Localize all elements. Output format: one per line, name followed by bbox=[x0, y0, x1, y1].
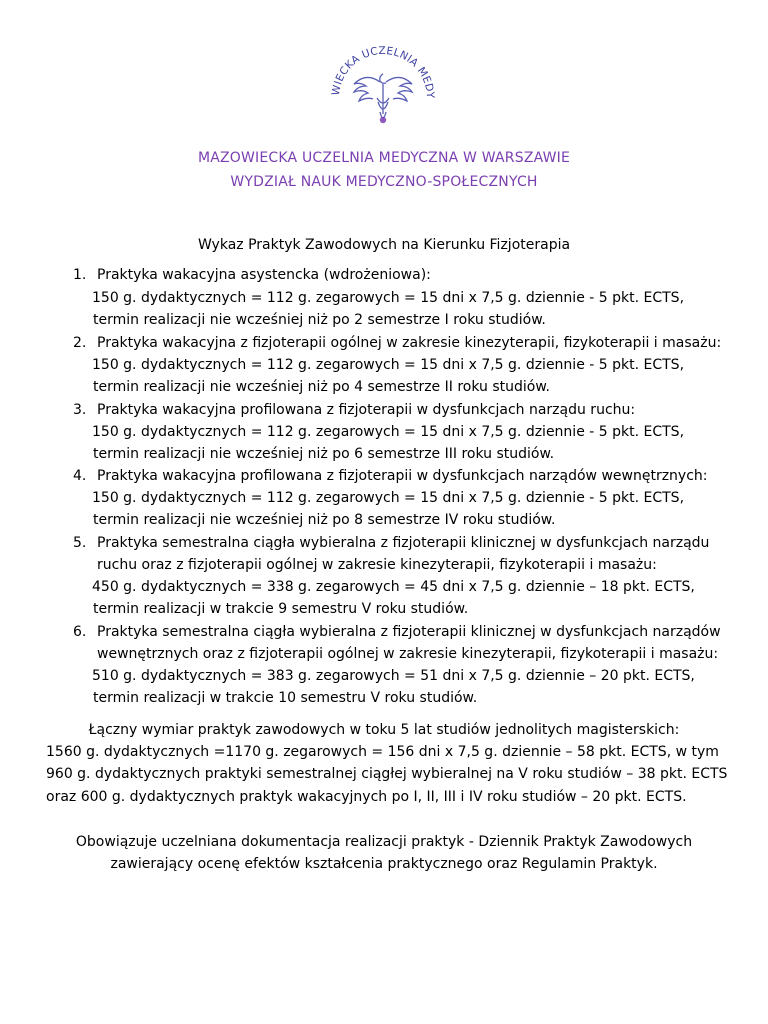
summary-heading: Łączny wymiar praktyk zawodowych w toku 5 lat studiów jednolitych magisterskich: bbox=[88, 722, 680, 738]
item-hours: 150 g. dydaktycznych = 112 g. zegarowych = 15 dni x 7,5 g. dziennie - 5 pkt. ECTS, bbox=[92, 424, 685, 440]
item-hours: 150 g. dydaktycznych = 112 g. zegarowych = 15 dni x 7,5 g. dziennie - 5 pkt. ECTS, bbox=[92, 357, 685, 373]
university-logo bbox=[327, 40, 439, 152]
item-number: 4. bbox=[73, 468, 87, 484]
item-title: Praktyka wakacyjna profilowana z fizjoterapii w dysfunkcjach narządu ruchu: bbox=[97, 402, 636, 418]
item-title: Praktyka semestralna ciągła wybieralna z fizjoterapii klinicznej w dysfunkcjach narządów bbox=[97, 624, 721, 640]
svg-text:MAZOWIECKA UCZELNIA MEDYCZNA bbox=[327, 40, 436, 99]
item-term: termin realizacji w trakcie 9 semestru V roku studiów. bbox=[93, 601, 469, 617]
item-title-continued: wewnętrznych oraz z fizjoterapii ogólnej w zakresie kinezyterapii, fizykoterapii i masażu: bbox=[97, 646, 719, 662]
item-term: termin realizacji nie wcześniej niż po 8 semestrze IV roku studiów. bbox=[93, 512, 556, 528]
item-title: Praktyka wakacyjna z fizjoterapii ogólnej w zakresie kinezyterapii, fizykoterapii i masażu: bbox=[97, 335, 722, 351]
item-hours: 450 g. dydaktycznych = 338 g. zegarowych = 45 dni x 7,5 g. dziennie – 18 pkt. ECTS, bbox=[92, 579, 695, 595]
item-number: 3. bbox=[73, 402, 87, 418]
item-term: termin realizacji w trakcie 10 semestru V roku studiów. bbox=[93, 690, 478, 706]
footer-note: zawierający ocenę efektów kształcenia praktycznego oraz Regulamin Praktyk. bbox=[110, 856, 658, 872]
item-title: Praktyka wakacyjna asystencka (wdrożeniowa): bbox=[97, 267, 431, 283]
item-term: termin realizacji nie wcześniej niż po 4 semestrze II roku studiów. bbox=[93, 379, 550, 395]
logo-text: WIECKA UCZELNIA MEDY bbox=[329, 44, 437, 99]
item-title-continued: ruchu oraz z fizjoterapii ogólnej w zakresie kinezyterapii, fizykoterapii i masażu: bbox=[97, 557, 657, 573]
document-title: Wykaz Praktyk Zawodowych na Kierunku Fizjoterapia bbox=[197, 237, 571, 253]
item-number: 6. bbox=[73, 624, 87, 640]
summary-line: 1560 g. dydaktycznych =1170 g. zegarowych = 156 dni x 7,5 g. dziennie – 58 pkt. ECTS, w tym bbox=[46, 744, 719, 760]
item-number: 2. bbox=[73, 335, 87, 351]
footer-note: Obowiązuje uczelniana dokumentacja realizacji praktyk - Dziennik Praktyk Zawodowych bbox=[75, 834, 693, 850]
item-hours: 510 g. dydaktycznych = 383 g. zegarowych = 51 dni x 7,5 g. dziennie – 20 pkt. ECTS, bbox=[92, 668, 695, 684]
institution-name: MAZOWIECKA UCZELNIA MEDYCZNA W WARSZAWIE bbox=[197, 150, 571, 166]
item-term: termin realizacji nie wcześniej niż po 2 semestrze I roku studiów. bbox=[93, 312, 546, 328]
summary-line: 960 g. dydaktycznych praktyki semestralnej ciągłej wybieralnej na V roku studiów – 38 pkt. ECTS bbox=[46, 766, 728, 782]
item-hours: 150 g. dydaktycznych = 112 g. zegarowych = 15 dni x 7,5 g. dziennie - 5 pkt. ECTS, bbox=[92, 290, 685, 306]
item-number: 1. bbox=[73, 267, 87, 283]
faculty-name: WYDZIAŁ NAUK MEDYCZNO-SPOŁECZNYCH bbox=[230, 174, 538, 190]
item-number: 5. bbox=[73, 535, 87, 551]
item-title: Praktyka wakacyjna profilowana z fizjoterapii w dysfunkcjach narządów wewnętrznych: bbox=[97, 468, 708, 484]
item-title: Praktyka semestralna ciągła wybieralna z fizjoterapii klinicznej w dysfunkcjach narządu bbox=[97, 535, 710, 551]
item-hours: 150 g. dydaktycznych = 112 g. zegarowych = 15 dni x 7,5 g. dziennie - 5 pkt. ECTS, bbox=[92, 490, 685, 506]
item-term: termin realizacji nie wcześniej niż po 6 semestrze III roku studiów. bbox=[93, 446, 555, 462]
summary-line: oraz 600 g. dydaktycznych praktyk wakacyjnych po I, II, III i IV roku studiów – 20 pkt. ECTS. bbox=[46, 789, 687, 805]
